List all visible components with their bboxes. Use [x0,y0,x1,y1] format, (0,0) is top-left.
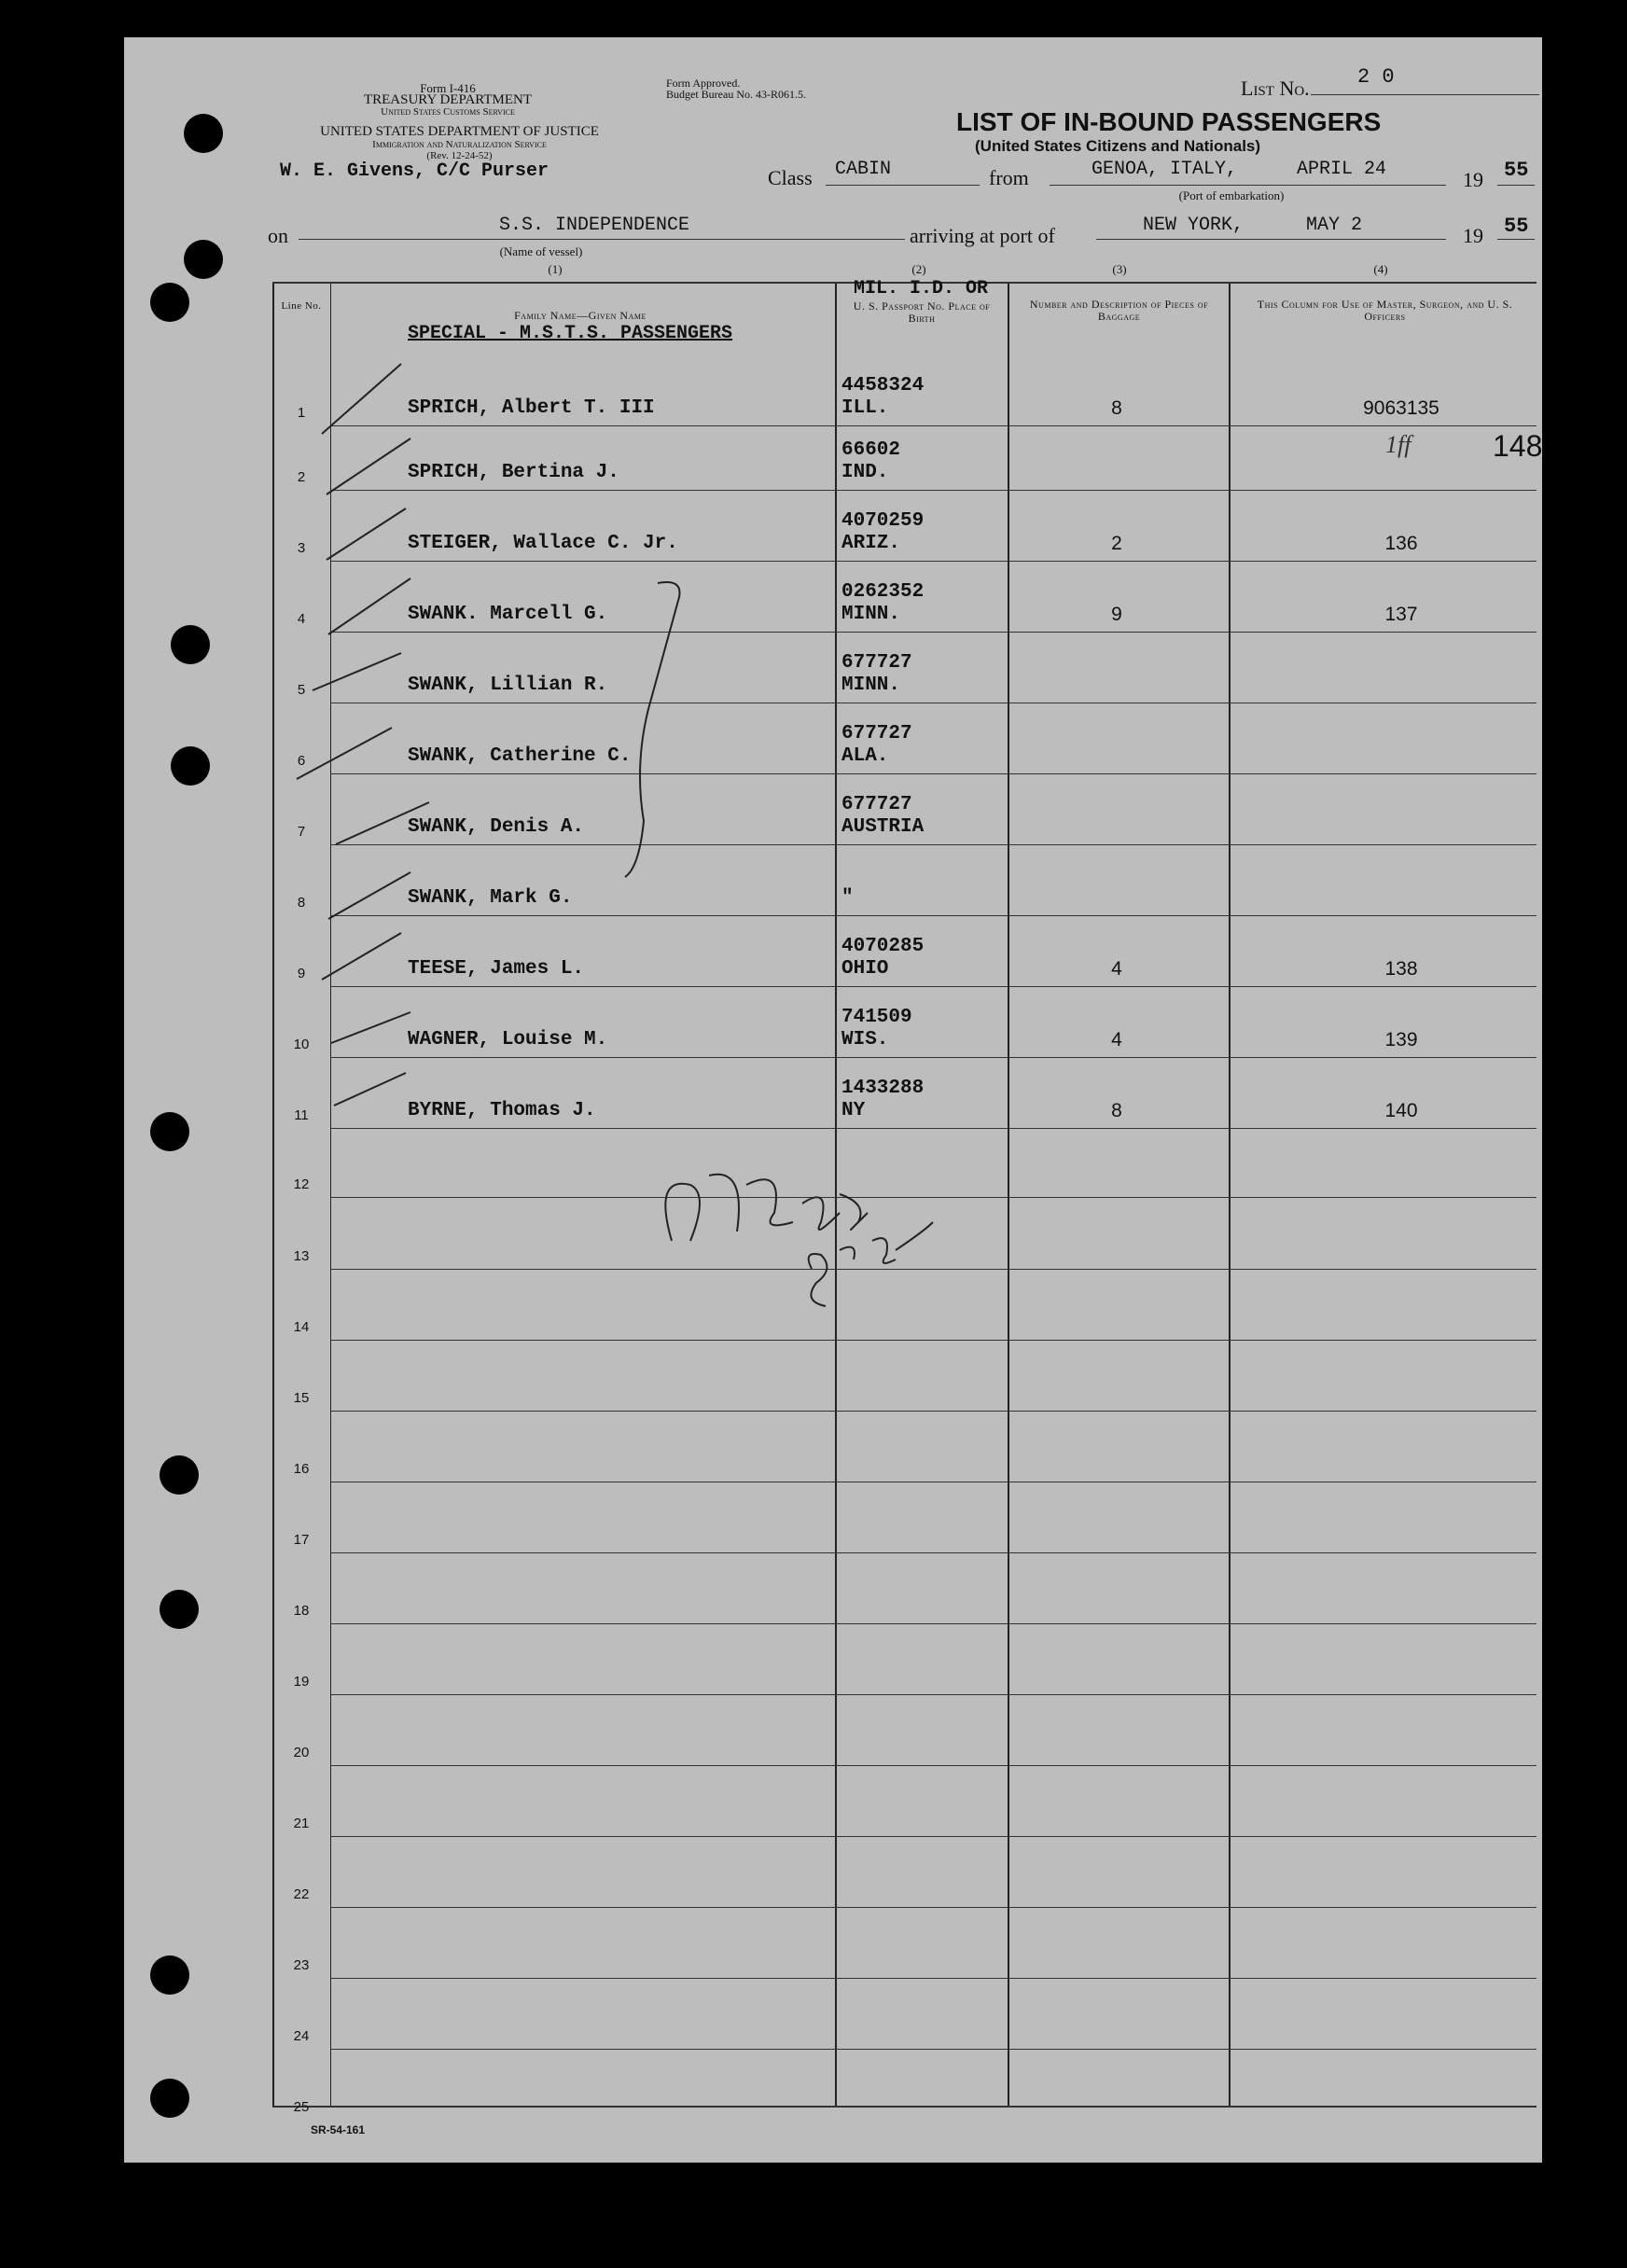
place-of-birth: MINN. [841,604,901,625]
line-number: 9 [297,966,306,981]
officer-entry: 9063135 [1363,397,1439,419]
checkmark-stroke [297,728,392,779]
passenger-name: BYRNE, Thomas J. [408,1100,596,1121]
passenger-name: SWANK. Marcell G. [408,604,608,625]
list-no-label: List No. [1241,77,1310,100]
officer-entry: 138 [1384,958,1418,980]
vessel-name: S.S. INDEPENDENCE [499,215,690,236]
baggage-count: 8 [1111,397,1122,419]
col-label-1: (1) [548,262,563,276]
arrival-port: NEW YORK, [1143,215,1245,236]
checkmark-stroke [334,1073,406,1106]
passenger-name: SWANK, Catherine C. [408,745,632,767]
line-number: 22 [293,1886,310,1902]
line-number: 11 [294,1107,309,1123]
vessel-caption: (Name of vessel) [499,244,583,258]
line-number: 7 [297,824,306,840]
line-number: 14 [293,1319,310,1335]
place-of-birth: ALA. [841,745,889,767]
checkmark-stroke [313,653,401,690]
passenger-name: SWANK, Denis A. [408,816,585,838]
officer-entry: 139 [1384,1029,1418,1051]
checkmark-stroke [331,1012,410,1043]
passport-number: 677727 [841,723,912,744]
treasury-department: TREASURY DEPARTMENT [363,92,533,107]
baggage-count: 8 [1111,1100,1122,1121]
signature-stroke [665,1175,868,1241]
passenger-name: SPRICH, Bertina J. [408,462,619,483]
line-number: 16 [293,1461,310,1477]
passport-number: 66602 [841,439,901,461]
line-number: 4 [297,611,306,627]
col-label-3: (3) [1112,262,1127,276]
line-number: 5 [297,682,306,698]
place-of-birth: IND. [841,462,889,483]
line-number: 21 [293,1816,310,1831]
passport-number: 677727 [841,652,912,674]
passport-number: 741509 [841,1007,912,1028]
signature-stroke [809,1222,933,1306]
passenger-name: WAGNER, Louise M. [408,1029,608,1051]
checkmark-stroke [336,802,429,844]
checkmark-stroke [328,578,410,634]
officers-header: This Column for Use of Master, Surgeon, and U. S. Officers [1257,298,1513,323]
place-of-birth: WIS. [841,1029,889,1051]
passenger-name: TEESE, James L. [408,958,585,980]
place-of-birth: " [841,887,854,909]
passport-number: 677727 [841,794,912,815]
checkmark-stroke [322,933,401,980]
passport-number: 4458324 [841,375,925,397]
line-number: 6 [297,753,306,769]
family-name-header: Family Name—Given Name [514,309,647,322]
passenger-name: SWANK, Lillian R. [408,675,608,696]
place-of-birth: NY [841,1100,866,1121]
checkmark-stroke [327,438,410,494]
list-no-value: 2 0 [1357,65,1395,89]
baggage-count: 4 [1111,1029,1122,1051]
line-number: 3 [297,540,306,556]
passport-number: 1433288 [841,1078,925,1099]
special-msts-header: SPECIAL - M.S.T.S. PASSENGERS [408,323,733,344]
line-number: 8 [297,895,306,911]
budget-bureau: Budget Bureau No. 43-R061.5. [666,88,806,101]
baggage-count: 2 [1111,533,1122,554]
place-of-birth: OHIO [841,958,889,980]
margin-note: 148 [1493,429,1543,463]
line-number: 20 [293,1745,310,1760]
line-number: 24 [293,2028,310,2044]
checkmark-stroke [327,508,406,560]
form-number: Form I-416 [420,81,476,95]
year-1: 55 [1504,159,1529,182]
footer-code: SR-54-161 [311,2123,366,2136]
baggage-count: 4 [1111,958,1122,980]
form-subtitle: (United States Citizens and Nationals) [975,137,1261,155]
place-of-birth: MINN. [841,675,901,696]
officer-entry: 136 [1384,533,1418,554]
line-number: 10 [293,1037,310,1052]
line-number: 25 [293,2099,310,2115]
line-number: 12 [293,1176,310,1192]
line-no-header: Line No. [281,300,322,312]
year-prefix-2: 19 [1463,224,1483,247]
line-number: 23 [293,1957,310,1973]
class-label: Class [768,166,813,189]
checkmark-stroke [322,364,401,434]
passport-number: 0262352 [841,581,925,603]
embark-port: GENOA, ITALY, [1092,159,1238,180]
purser-name: W. E. Givens, C/C Purser [280,160,549,182]
bracket-stroke [625,582,680,877]
embark-date: APRIL 24 [1297,159,1387,180]
line-number: 15 [293,1390,310,1406]
ins-service: Immigration and Naturalization Service [372,139,547,150]
passenger-name: SPRICH, Albert T. III [408,397,655,419]
baggage-header: Number and Description of Pieces of Baggage [1029,298,1209,323]
from-label: from [989,166,1029,189]
line-number: 2 [297,469,306,485]
officer-entry: 140 [1384,1100,1418,1121]
passport-header: U. S. Passport No. Place of Birth [853,299,991,325]
place-of-birth: ARIZ. [841,533,901,554]
justice-department: UNITED STATES DEPARTMENT OF JUSTICE [320,124,599,139]
officer-entry: 137 [1384,604,1418,625]
line-number: 19 [293,1674,310,1690]
col-label-2: (2) [911,262,926,276]
passport-number: 4070285 [841,936,925,957]
margin-scribble: 1ff [1385,431,1411,458]
passenger-name: STEIGER, Wallace C. Jr. [408,533,678,554]
place-of-birth: AUSTRIA [841,816,925,838]
place-of-birth: ILL. [841,397,889,419]
baggage-count: 9 [1111,604,1122,625]
arrival-date: MAY 2 [1306,215,1363,236]
line-number: 13 [293,1248,310,1264]
passport-number: 4070259 [841,510,925,532]
col-label-4: (4) [1373,262,1388,276]
on-label: on [268,224,288,247]
port-embarkation-caption: (Port of embarkation) [1178,188,1285,202]
revision: (Rev. 12-24-52) [426,150,493,161]
year-2: 55 [1504,215,1529,238]
form-title: LIST OF IN-BOUND PASSENGERS [956,107,1382,136]
line-number: 17 [293,1532,310,1548]
mil-id-header: MIL. I.D. OR [853,278,989,299]
checkmark-stroke [328,872,410,919]
passenger-name: SWANK, Mark G. [408,887,573,909]
arriving-label: arriving at port of [910,224,1055,247]
customs-service: United States Customs Service [381,106,515,118]
line-number: 18 [293,1603,310,1619]
line-number: 1 [297,405,306,421]
class-value: CABIN [835,159,892,180]
year-prefix-1: 19 [1463,168,1483,191]
form-approved: Form Approved. [666,77,741,90]
